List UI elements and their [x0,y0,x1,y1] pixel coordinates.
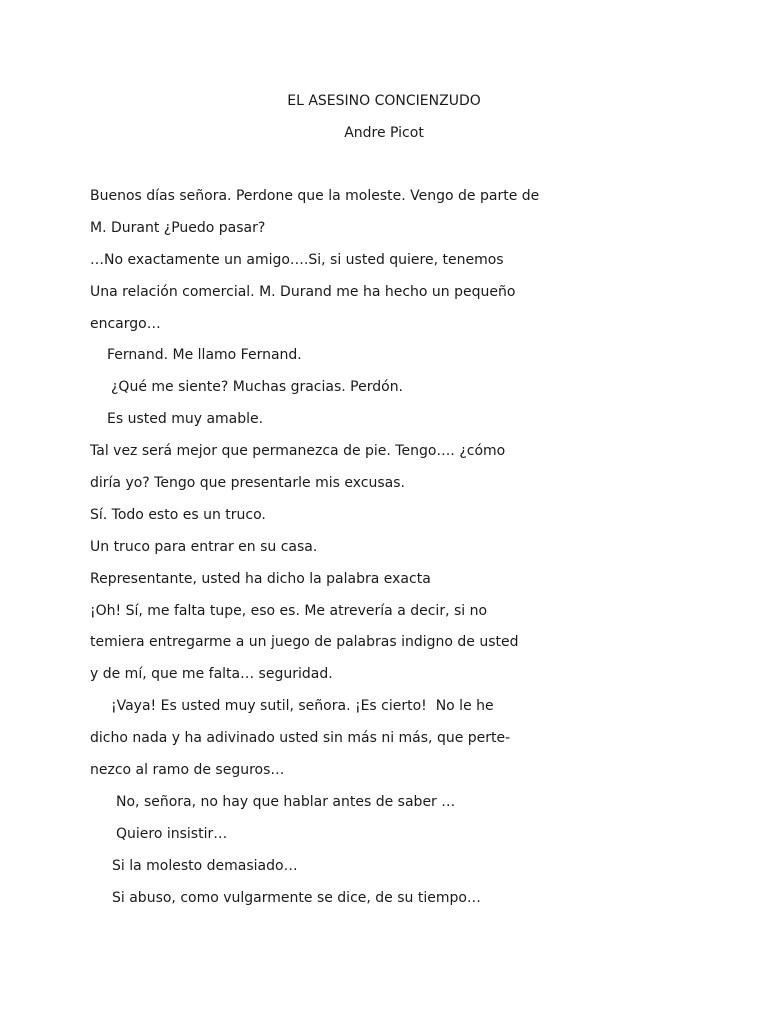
text-line: Si abuso, como vulgarmente se dice, de su tiempo… [112,889,481,906]
text-line: ¡Oh! Sí, me falta tupe, eso es. Me atrevería a decir, si no [90,602,488,619]
text-line: dicho nada y ha adivinado usted sin más ni más, que perte- [90,730,511,747]
text-line: y de mí, que me falta… seguridad. [90,666,333,683]
text-line: Quiero insistir… [116,825,228,842]
text-line: ¿Qué me siente? Muchas gracias. Perdón. [111,379,404,396]
text-line: Fernand. Me llamo Fernand. [107,347,302,364]
text-line: ¡Vaya! Es usted muy sutil, señora. ¡Es cierto! No le he [111,698,494,715]
text-line: Representante, usted ha dicho la palabra exacta [90,570,431,587]
text-line: Es usted muy amable. [107,411,264,428]
text-line: No, señora, no hay que hablar antes de saber … [116,793,456,810]
document-body [90,185,690,918]
text-line: temiera entregarme a un juego de palabras indigno de usted [90,634,519,651]
text-line: Buenos días señora. Perdone que la moleste. Vengo de parte de [90,188,540,204]
text-line: nezco al ramo de seguros… [90,762,285,779]
document-title: EL ASESINO CONCIENZUDO [287,93,481,109]
text-line: encargo… [90,315,161,332]
text-line: Sí. Todo esto es un truco. [90,506,266,523]
text-line: Una relación comercial. M. Durand me ha hecho un pequeño [90,283,516,300]
document-author: Andre Picot [344,125,424,141]
text-line: M. Durant ¿Puedo pasar? [90,219,266,236]
text-line: Un truco para entrar en su casa. [90,538,318,555]
text-line: …No exactamente un amigo….Si, si usted quiere, tenemos [90,251,504,268]
text-line: Tal vez será mejor que permanezca de pie. Tengo…. ¿cómo [90,443,506,460]
text-line: Si la molesto demasiado… [112,857,298,874]
text-line: diría yo? Tengo que presentarle mis excusas. [90,475,405,492]
